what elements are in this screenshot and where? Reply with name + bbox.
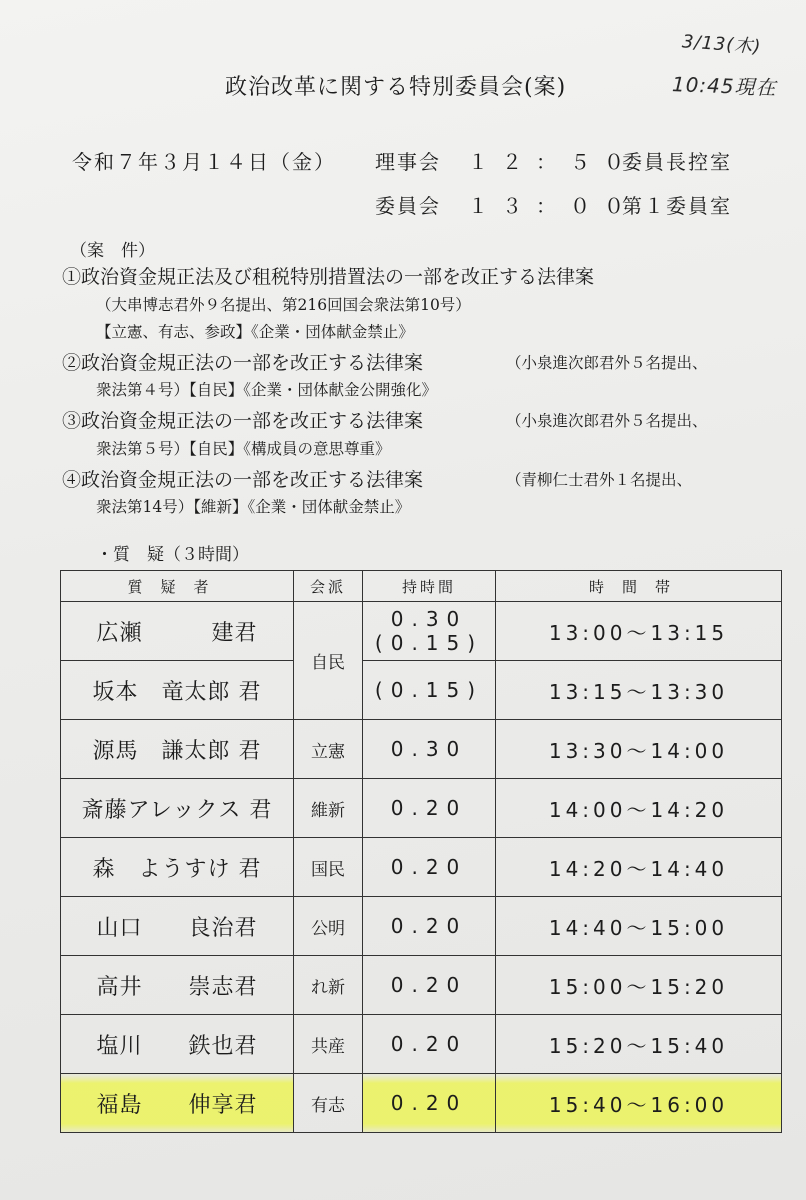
party: 有志: [294, 1074, 363, 1133]
questioner-name: 山口 良治君: [61, 897, 294, 956]
meeting-date: 令和７年３月１４日（金）: [72, 150, 336, 174]
agenda-item-4-detail: 衆法第14号）【維新】《企業・団体献金禁止》: [96, 498, 411, 516]
table-row: [61, 1015, 782, 1074]
agenda-item-3: ③政治資金規正法の一部を改正する法律案: [62, 410, 424, 432]
party: 自民: [294, 602, 363, 720]
hold-time: 0.30: [363, 720, 496, 779]
header-hold-time: 持時間: [363, 571, 496, 602]
agenda-item-1-tags: 【立憲、有志、参政】《企業・団体献金禁止》: [96, 323, 414, 341]
time-slot: 13:15〜13:30: [496, 661, 782, 720]
rijikai-label: 理事会: [375, 150, 441, 174]
time-slot: 14:20〜14:40: [496, 838, 782, 897]
hold-time: (0.15): [363, 661, 496, 720]
questioner-name: 斎藤アレックス 君: [61, 779, 294, 838]
questioner-name: 源馬 謙太郎 君: [61, 720, 294, 779]
party: 共産: [294, 1015, 363, 1074]
table-row: [61, 602, 782, 661]
questioner-name: 坂本 竜太郎 君: [61, 661, 294, 720]
party: れ新: [294, 956, 363, 1015]
rijikai-time: １２：５０: [468, 150, 638, 174]
party: 維新: [294, 779, 363, 838]
questioner-table: [60, 570, 782, 1133]
hold-time: 0.20: [363, 897, 496, 956]
table-row: [61, 838, 782, 897]
iinkai-time: １３：００: [468, 194, 638, 218]
agenda-item-2-detail: 衆法第４号）【自民】《企業・団体献金公開強化》: [96, 381, 438, 399]
hold-time: 0.20: [363, 1015, 496, 1074]
table-row-highlighted: [61, 1074, 782, 1133]
time-slot: 15:20〜15:40: [496, 1015, 782, 1074]
hold-time-sub: (0.15): [374, 631, 484, 655]
hold-time: 0.20: [363, 838, 496, 897]
header-questioner: 質疑者: [61, 571, 294, 602]
questioner-name: 広瀬 建君: [61, 602, 294, 661]
iinkai-label: 委員会: [375, 194, 441, 218]
agenda-item-1-detail: （大串博志君外９名提出、第216回国会衆法第10号）: [96, 296, 471, 314]
rijikai-room: 委員長控室: [622, 150, 732, 174]
agenda-item-2: ②政治資金規正法の一部を改正する法律案: [62, 352, 424, 374]
time-slot: 14:00〜14:20: [496, 779, 782, 838]
party: 立憲: [294, 720, 363, 779]
party: 国民: [294, 838, 363, 897]
hold-time: 0.20: [363, 956, 496, 1015]
qa-heading: ・質 疑（３時間）: [96, 545, 249, 565]
time-slot: 13:00〜13:15: [496, 602, 782, 661]
agenda-item-4-submitter: （青柳仁士君外１名提出、: [506, 471, 693, 489]
time-slot: 14:40〜15:00: [496, 897, 782, 956]
agenda-heading: （案 件）: [70, 241, 155, 261]
questioner-name: 塩川 鉄也君: [61, 1015, 294, 1074]
document-title: 政治改革に関する特別委員会(案): [225, 75, 567, 100]
handwritten-time: 10:45現在: [671, 72, 777, 100]
time-slot: 13:30〜14:00: [496, 720, 782, 779]
hold-time: 0.20: [363, 1074, 496, 1133]
agenda-item-3-submitter: （小泉進次郎君外５名提出、: [506, 412, 708, 430]
table-row: [61, 897, 782, 956]
agenda-item-3-detail: 衆法第５号）【自民】《構成員の意思尊重》: [96, 440, 391, 458]
agenda-item-1: ①政治資金規正法及び租税特別措置法の一部を改正する法律案: [62, 266, 595, 288]
hold-time: [363, 602, 496, 661]
questioner-name: 福島 伸享君: [61, 1074, 294, 1133]
questioner-name: 森 ようすけ 君: [61, 838, 294, 897]
table-row: [61, 779, 782, 838]
table-header-row: [61, 571, 782, 602]
hold-time-main: 0.30: [390, 607, 468, 631]
time-slot: 15:00〜15:20: [496, 956, 782, 1015]
agenda-item-2-submitter: （小泉進次郎君外５名提出、: [506, 354, 708, 372]
agenda-item-4: ④政治資金規正法の一部を改正する法律案: [62, 469, 424, 491]
header-party: 会派: [294, 571, 363, 602]
party: 公明: [294, 897, 363, 956]
hold-time: 0.20: [363, 779, 496, 838]
table-row: [61, 661, 782, 720]
handwritten-date: 3/13(木): [681, 31, 762, 58]
iinkai-room: 第１委員室: [622, 194, 732, 218]
table-row: [61, 956, 782, 1015]
questioner-name: 高井 崇志君: [61, 956, 294, 1015]
table-row: [61, 720, 782, 779]
header-time-slot: 時間帯: [496, 571, 782, 602]
time-slot: 15:40〜16:00: [496, 1074, 782, 1133]
